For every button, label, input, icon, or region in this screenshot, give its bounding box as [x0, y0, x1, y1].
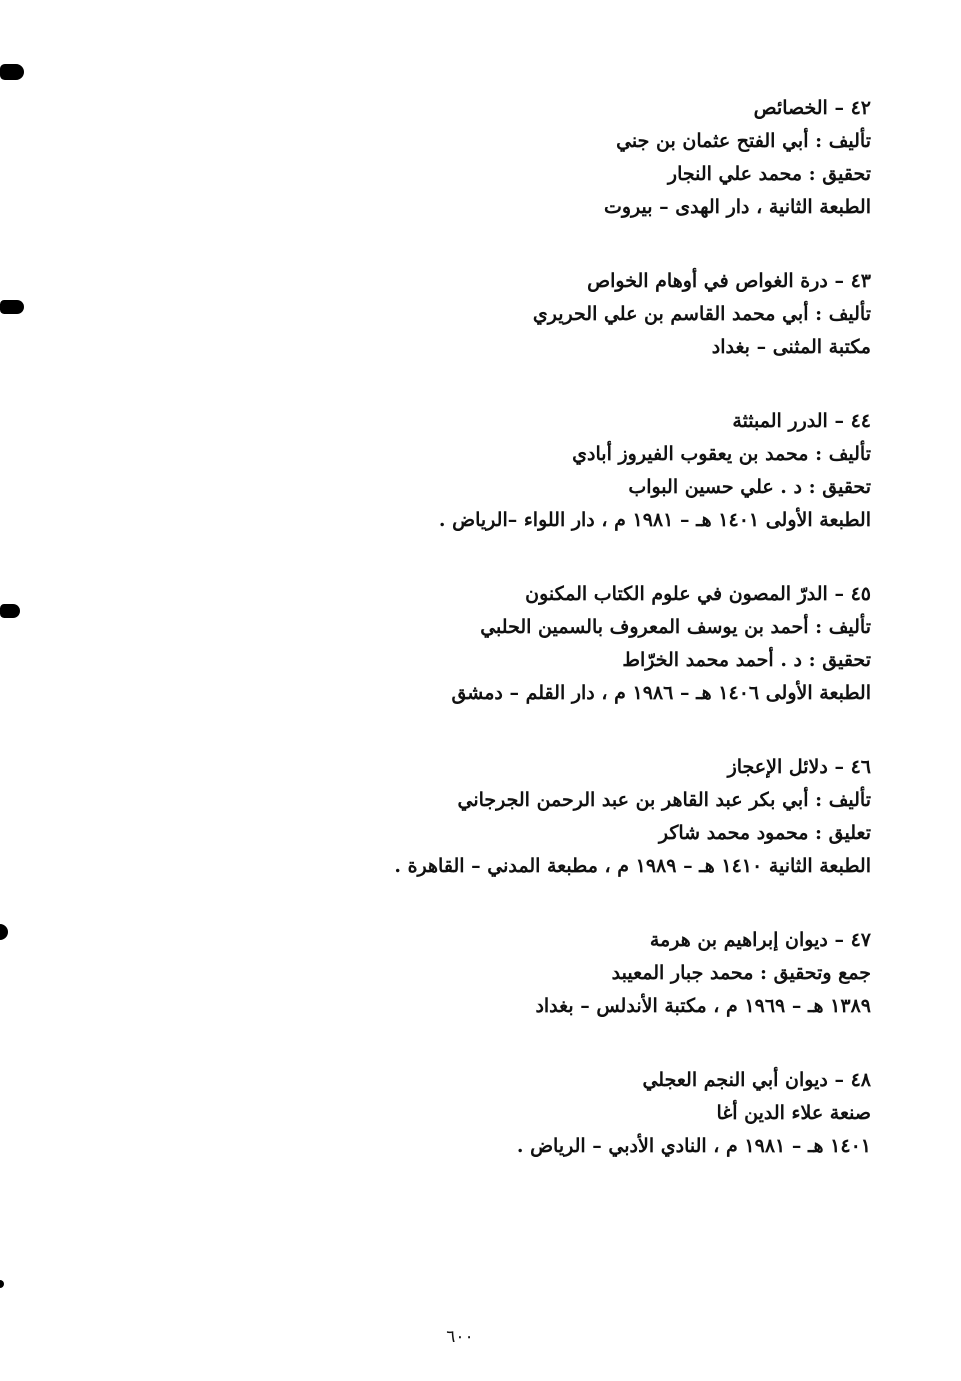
entry-line: تأليف : محمد بن يعقوب الفيروز أبادي — [572, 443, 871, 465]
page-number: ٦٠٠ — [446, 1327, 474, 1347]
entry-line: صنعة علاء الدين أغا — [716, 1102, 871, 1124]
entry-title: ٤٥ – الدرّ المصون في علوم الكتاب المكنون — [525, 583, 871, 605]
entry-line: الطبعة الثانية ١٤١٠ هـ – ١٩٨٩ م ، مطبعة المدني – القاهرة . — [394, 855, 871, 877]
entry-line: الطبعة الأولى ١٤٠١ هـ – ١٩٨١ م ، دار اللواء –الرياض . — [438, 509, 871, 531]
entry-title: ٤٨ – ديوان أبي النجم العجلي — [642, 1069, 871, 1091]
entry-title: ٤٤ – الدرر المبثثة — [732, 410, 871, 432]
entry-line: ١٣٨٩ هـ – ١٩٦٩ م ، مكتبة الأندلس – بغداد — [535, 995, 871, 1017]
bibliography-entry — [311, 578, 871, 710]
entry-title: ٤٣ – درة الغواص في أوهام الخواص — [587, 270, 871, 292]
entry-title: ٤٦ – دلائل الإعجاز — [727, 756, 871, 778]
entry-line: مكتبة المثنى – بغداد — [711, 336, 871, 358]
entry-line: ١٤٠١ هـ – ١٩٨١ م ، النادي الأدبي – الرياض . — [516, 1135, 871, 1157]
bibliography-entry — [311, 1064, 871, 1163]
entry-line: تأليف : أبي محمد القاسم بن علي الحريري — [532, 303, 871, 325]
bibliography-list — [311, 92, 871, 1204]
bibliography-entry — [311, 751, 871, 883]
scan-mark — [0, 64, 24, 80]
entry-line: تأليف : أحمد بن يوسف المعروف بالسمين الحلبي — [480, 616, 871, 638]
entry-line: جمع وتحقيق : محمد جبار المعيبد — [611, 962, 871, 984]
entry-line: تحقيق : محمد علي النجار — [667, 163, 871, 185]
entry-line: تعليق : محمود محمد شاكر — [658, 822, 871, 844]
entry-line: الطبعة الأولى ١٤٠٦ هـ – ١٩٨٦ م ، دار القلم – دمشق — [451, 682, 871, 704]
entry-title: ٤٧ – ديوان إبراهيم بن هرمة — [649, 929, 871, 951]
scan-mark — [0, 924, 8, 940]
entry-line: تأليف : أبي بكر عبد القاهر بن عبد الرحمن الجرجاني — [457, 789, 871, 811]
bibliography-entry — [311, 924, 871, 1023]
bibliography-entry — [311, 405, 871, 537]
entry-line: تحقيق : د . أحمد محمد الخرّاط — [622, 649, 871, 671]
entry-title: ٤٢ – الخصائص — [753, 97, 871, 119]
bibliography-entry — [311, 265, 871, 364]
bibliography-entry — [311, 92, 871, 224]
entry-line: الطبعة الثانية ، دار الهدى – بيروت — [603, 196, 871, 218]
scan-mark — [0, 300, 24, 314]
scan-mark — [0, 604, 20, 618]
entry-line: تحقيق : د . علي حسين البواب — [628, 476, 871, 498]
entry-line: تأليف : أبي الفتح عثمان بن جني — [616, 130, 871, 152]
scan-mark — [0, 1280, 4, 1288]
